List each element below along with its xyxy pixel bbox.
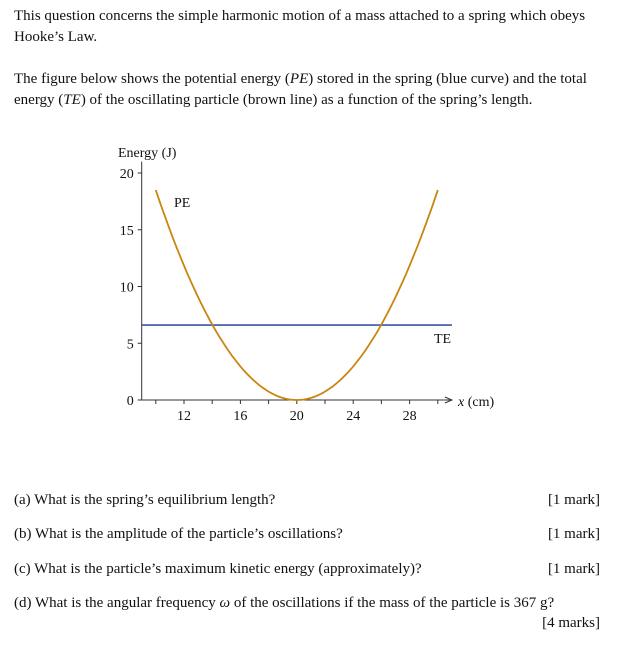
question-text: (a) What is the spring’s equilibrium length? bbox=[14, 492, 276, 508]
x-unit: (cm) bbox=[467, 395, 495, 410]
pe-curve bbox=[156, 190, 438, 400]
y-tick-label: 0 bbox=[126, 394, 134, 409]
question-text: (c) What is the particle’s maximum kinetic energy (approximately)? bbox=[14, 561, 422, 577]
te-label: TE bbox=[434, 332, 452, 347]
question-c bbox=[14, 559, 600, 579]
x-tick-label: 24 bbox=[346, 409, 361, 424]
marks: [1 mark] bbox=[547, 561, 600, 577]
pe-label: PE bbox=[174, 196, 191, 211]
x-tick-label: 28 bbox=[402, 409, 417, 424]
marks: [4 marks] bbox=[542, 615, 600, 631]
question-a bbox=[14, 490, 600, 510]
desc-3: ) of the oscillating particle (brown line) as a function of the spring’s length. bbox=[80, 92, 533, 108]
x-tick-label: 12 bbox=[177, 409, 191, 424]
question-text: (b) What is the amplitude of the particle’s oscillations? bbox=[14, 526, 343, 542]
te-symbol: TE bbox=[63, 92, 81, 108]
marks: [1 mark] bbox=[547, 492, 600, 508]
pe-symbol: PE bbox=[289, 71, 309, 87]
y-tick-label: 20 bbox=[119, 167, 134, 182]
y-tick-label: 5 bbox=[126, 337, 134, 353]
y-tick-label: 15 bbox=[119, 223, 134, 239]
x-tick-label: 20 bbox=[289, 409, 304, 424]
omega-symbol: ω bbox=[219, 595, 231, 611]
question-text-1: (d) What is the angular frequency bbox=[14, 595, 220, 611]
marks: [1 mark] bbox=[547, 526, 600, 542]
intro-paragraph: This question concerns the simple harmonic motion of a mass attached to a spring which obeys Hooke’s Law. bbox=[14, 8, 586, 45]
x-axis-label bbox=[457, 395, 494, 410]
x-tick-label: 16 bbox=[233, 409, 248, 424]
question-text-2: of the oscillations if the mass of the particle is 367 g? bbox=[230, 595, 555, 611]
question-d bbox=[14, 593, 600, 633]
question-b bbox=[14, 524, 600, 544]
y-axis-label: Energy (J) bbox=[118, 146, 177, 161]
desc-2: ) stored in the spring (blue curve) and the total energy ( bbox=[14, 71, 587, 108]
x-var: x bbox=[458, 395, 465, 410]
y-tick-label: 10 bbox=[119, 280, 134, 296]
desc-1: The figure below shows the potential energy ( bbox=[14, 71, 290, 87]
